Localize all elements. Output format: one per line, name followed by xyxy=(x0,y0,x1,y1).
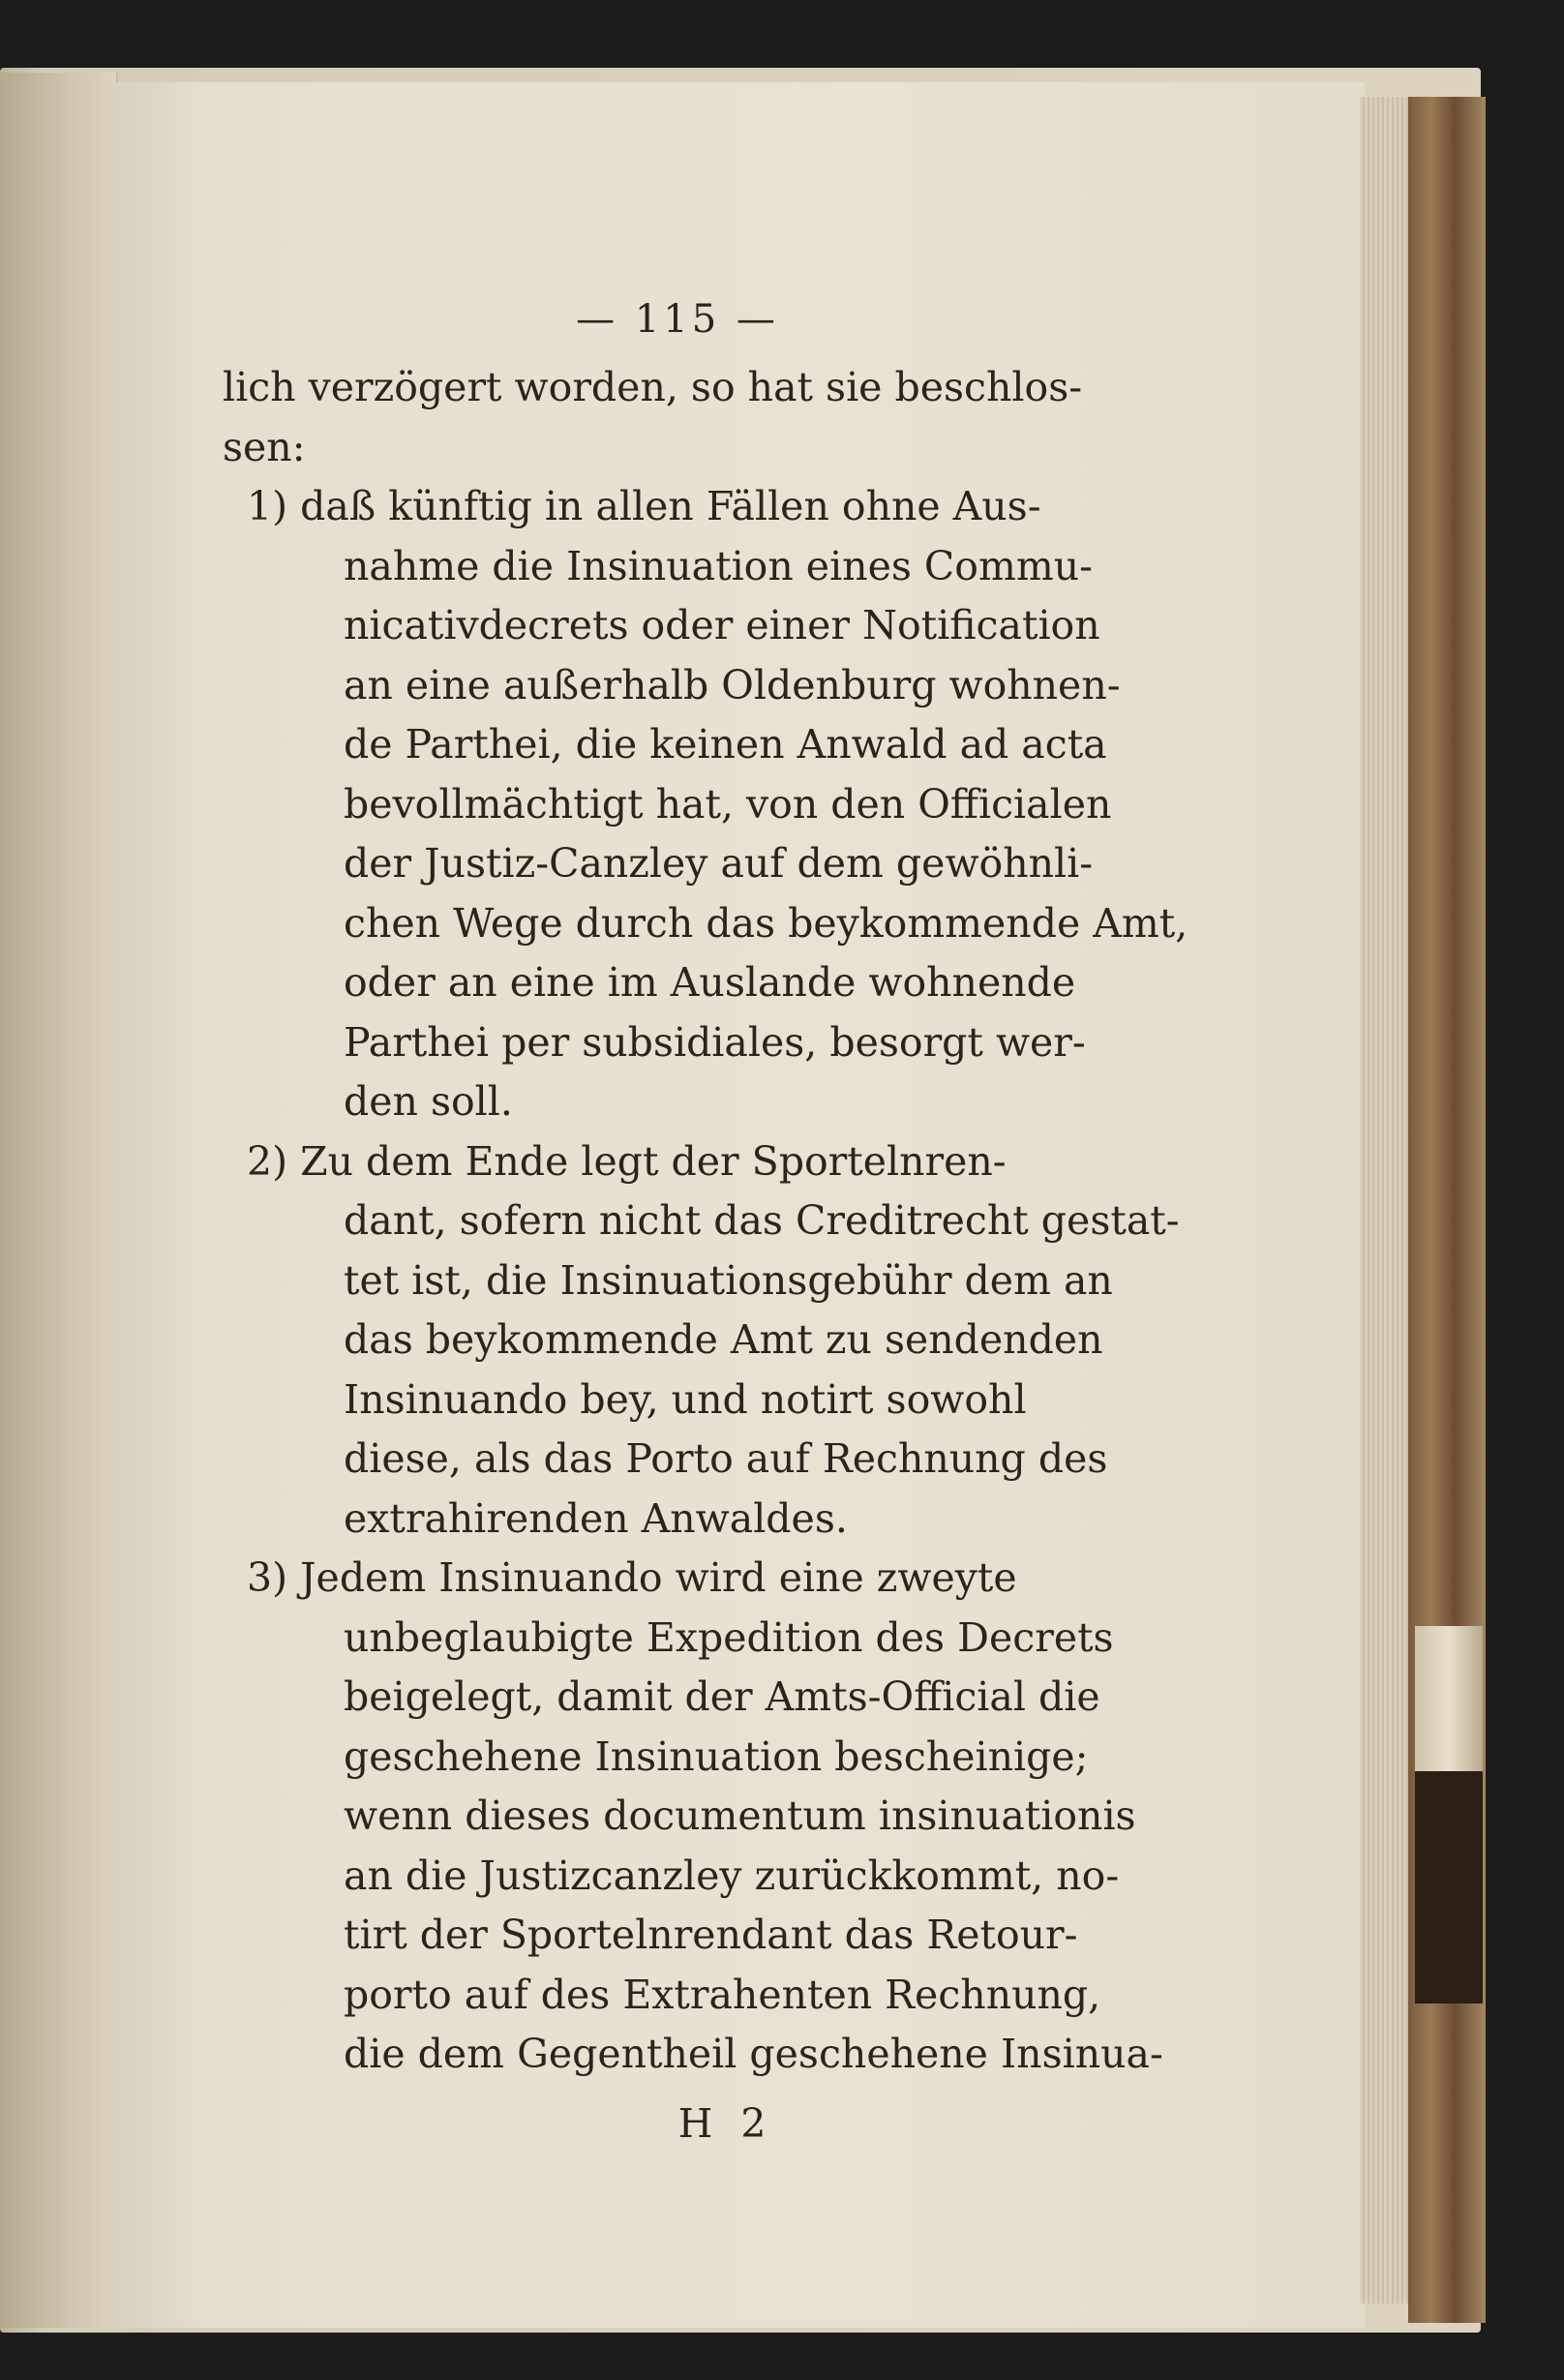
text-line: Parthei per subsidiales, besorgt wer- xyxy=(344,1018,1086,1066)
text-line: dant, sofern nicht das Creditrecht gestat- xyxy=(344,1197,1180,1244)
item-2-line: 2) Zu dem Ende legt der Sportelnren- xyxy=(247,1137,1007,1185)
text-line: beigelegt, damit der Amts-Official die xyxy=(344,1673,1100,1720)
text-line: Insinuando bey, und notirt sowohl xyxy=(344,1375,1027,1423)
spine-dark-panel xyxy=(1415,1771,1483,2003)
text-line: oder an eine im Auslande wohnende xyxy=(344,959,1076,1006)
text-line: chen Wege durch das beykommende Amt, xyxy=(344,899,1188,947)
text-line: bevollmächtigt hat, von den Officialen xyxy=(344,780,1112,828)
spine-label xyxy=(1415,1626,1483,1771)
left-page-edge xyxy=(0,73,118,2328)
text-line: de Parthei, die keinen Anwald ad acta xyxy=(344,721,1107,768)
text-line: sen: xyxy=(223,423,306,470)
text-line: an die Justizcanzley zurückkommt, no- xyxy=(344,1852,1120,1899)
text-line: diese, als das Porto auf Rechnung des xyxy=(344,1435,1108,1482)
text-line: geschehene Insinuation bescheinige; xyxy=(344,1732,1089,1780)
text-line: nahme die Insinuation eines Commu- xyxy=(344,542,1093,589)
text-line: die dem Gegentheil geschehene Insinua- xyxy=(344,2031,1163,2077)
text-line: porto auf des Extrahenten Rechnung, xyxy=(344,1971,1101,2018)
text-line: das beykommende Amt zu sendenden xyxy=(344,1316,1103,1363)
signature-mark: H 2 xyxy=(677,2099,774,2147)
text-line: an eine außerhalb Oldenburg wohnen- xyxy=(344,661,1121,708)
text-line: wenn dieses documentum insinuationis xyxy=(344,1793,1136,1839)
text-line: tet ist, die Insinuationsgebühr dem an xyxy=(344,1256,1113,1304)
page-number: — 115 — xyxy=(576,297,779,342)
text-line: lich verzögert worden, so hat sie beschlos- xyxy=(223,364,1083,410)
text-line: extrahirenden Anwaldes. xyxy=(344,1494,848,1542)
text-line: der Justiz-Canzley auf dem gewöhnli- xyxy=(344,840,1094,887)
page-text xyxy=(223,281,1188,2154)
text-line: nicativdecrets oder einer Notification xyxy=(344,602,1100,648)
text-line: tirt der Sportelnrendant das Retour- xyxy=(344,1912,1078,1958)
text-line: den soll. xyxy=(344,1078,513,1125)
text-line: unbeglaubigte Expedition des Decrets xyxy=(344,1613,1114,1661)
item-3-line: 3) Jedem Insinuando wird eine zweyte xyxy=(247,1554,1017,1601)
item-1-line: 1) daß künftig in allen Fällen ohne Aus- xyxy=(247,483,1041,529)
